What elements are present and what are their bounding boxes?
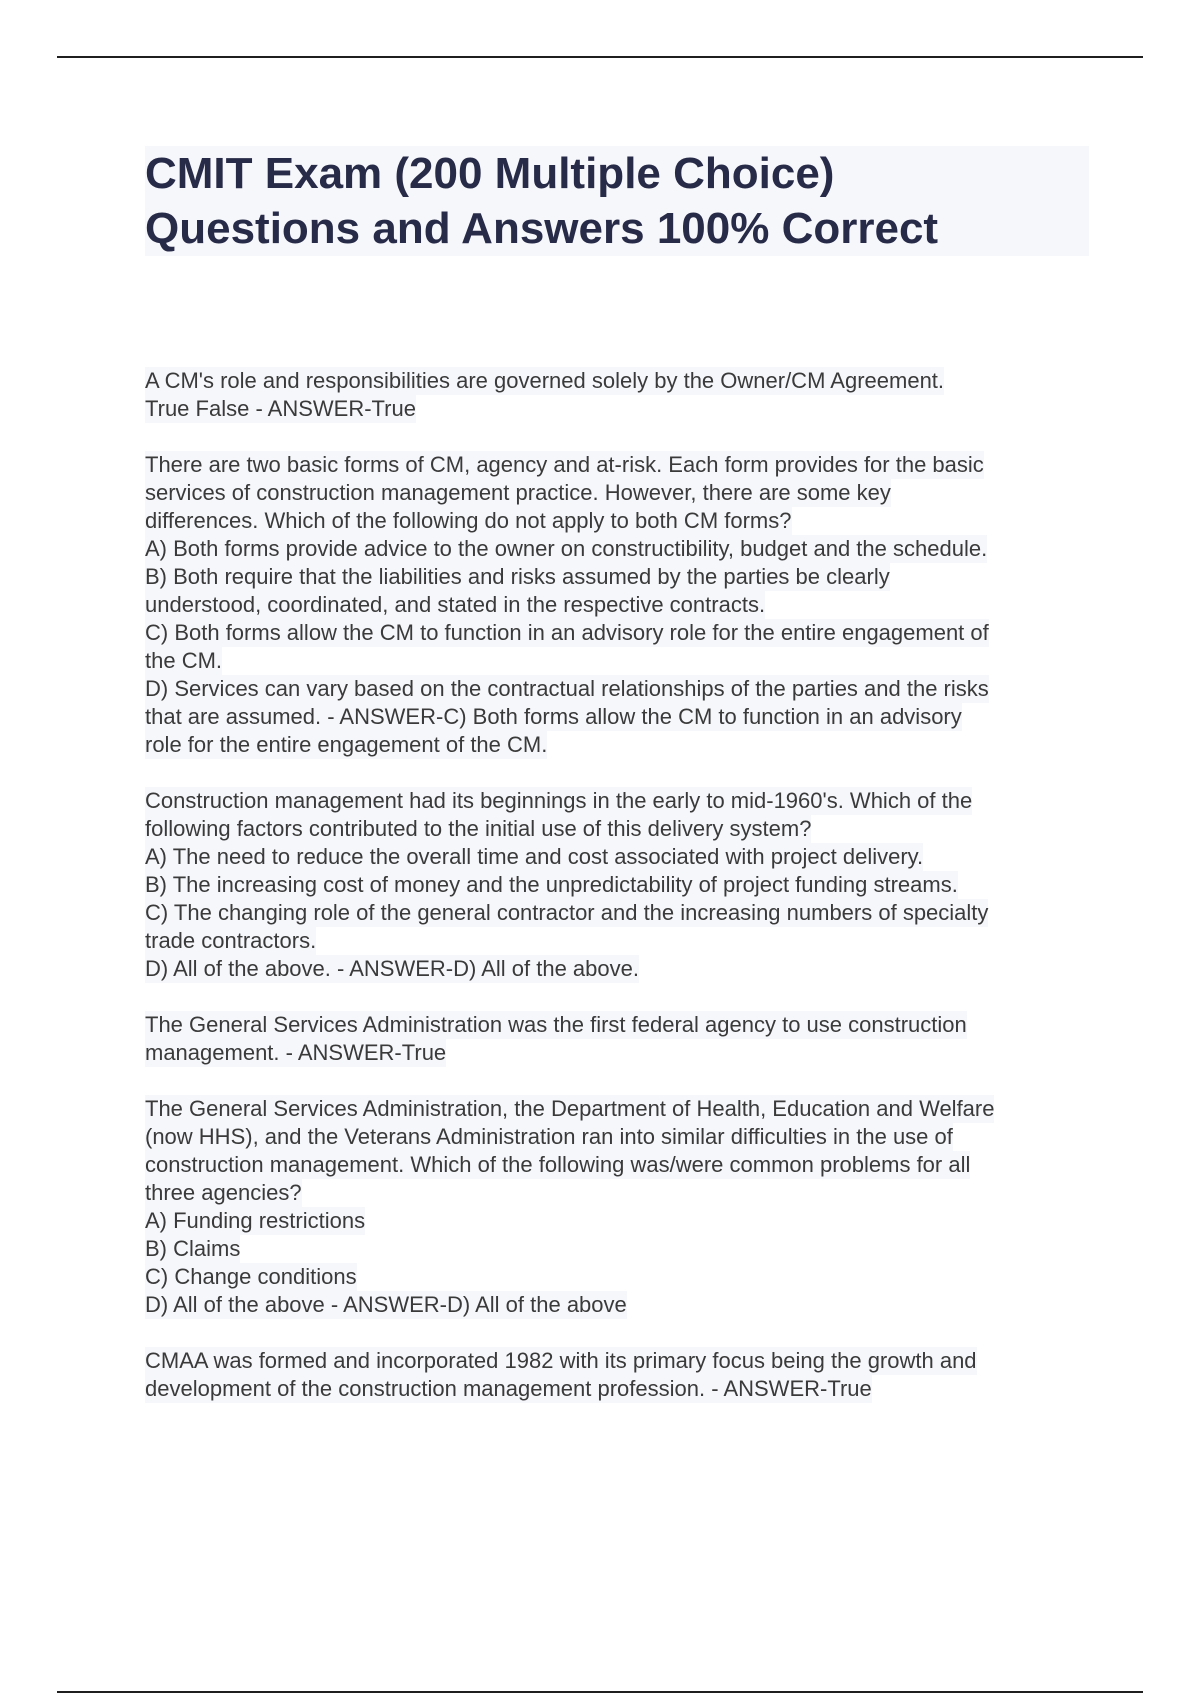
qa-text-line: A) Both forms provide advice to the owner on constructibility, budget and the schedule. [145, 536, 988, 561]
qa-text-line: A CM's role and responsibilities are governed solely by the Owner/CM Agreement. [145, 368, 945, 393]
qa-content [145, 367, 1105, 1431]
title-line-2: Questions and Answers 100% Correct [145, 204, 939, 253]
qa-text-line: (now HHS), and the Veterans Administration ran into similar difficulties in the use of [145, 1124, 953, 1149]
qa-text-line: management. - ANSWER-True [145, 1040, 447, 1065]
bottom-divider [57, 1691, 1143, 1693]
qa-text-line: The General Services Administration was the first federal agency to use construction [145, 1012, 967, 1037]
top-divider [57, 56, 1143, 58]
qa-text-line: construction management. Which of the following was/were common problems for all [145, 1152, 971, 1177]
qa-text-line: D) All of the above - ANSWER-D) All of the above [145, 1292, 627, 1317]
qa-text-line: The General Services Administration, the Department of Health, Education and Welfare [145, 1096, 995, 1121]
qa-text-line: understood, coordinated, and stated in the respective contracts. [145, 592, 766, 617]
qa-text-line: True False - ANSWER-True [145, 396, 416, 421]
qa-block [145, 1011, 1105, 1067]
qa-text-line: C) Both forms allow the CM to function in an advisory role for the entire engagement of [145, 620, 989, 645]
qa-text-line: D) Services can vary based on the contractual relationships of the parties and the risks [145, 676, 989, 701]
qa-text-line: C) The changing role of the general contractor and the increasing numbers of specialty [145, 900, 989, 925]
qa-text-line: role for the entire engagement of the CM. [145, 732, 548, 757]
qa-text-line: B) Claims [145, 1236, 241, 1261]
qa-text-line: CMAA was formed and incorporated 1982 with its primary focus being the growth and [145, 1348, 977, 1373]
qa-text-line: three agencies? [145, 1180, 302, 1205]
qa-block [145, 367, 1105, 423]
qa-text-line: B) Both require that the liabilities and risks assumed by the parties be clearly [145, 564, 890, 589]
document-title [145, 146, 1089, 256]
qa-text-line: the CM. [145, 648, 223, 673]
qa-text-line: services of construction management practice. However, there are some key [145, 480, 891, 505]
qa-text-line: development of the construction management profession. - ANSWER-True [145, 1376, 872, 1401]
qa-text-line: differences. Which of the following do not apply to both CM forms? [145, 508, 792, 533]
qa-text-line: D) All of the above. - ANSWER-D) All of the above. [145, 956, 639, 981]
qa-block [145, 1095, 1105, 1319]
title-line-1: CMIT Exam (200 Multiple Choice) [145, 149, 835, 198]
qa-block [145, 787, 1105, 983]
qa-text-line: trade contractors. [145, 928, 317, 953]
qa-text-line: Construction management had its beginnings in the early to mid-1960's. Which of the [145, 788, 973, 813]
qa-text-line: A) Funding restrictions [145, 1208, 366, 1233]
qa-text-line: A) The need to reduce the overall time and cost associated with project delivery. [145, 844, 924, 869]
qa-text-line: B) The increasing cost of money and the unpredictability of project funding streams. [145, 872, 958, 897]
qa-text-line: that are assumed. - ANSWER-C) Both forms allow the CM to function in an advisory [145, 704, 962, 729]
title-block [145, 146, 1089, 256]
qa-text-line: following factors contributed to the initial use of this delivery system? [145, 816, 812, 841]
qa-block [145, 451, 1105, 759]
qa-block [145, 1347, 1105, 1403]
qa-text-line: C) Change conditions [145, 1264, 357, 1289]
qa-text-line: There are two basic forms of CM, agency and at-risk. Each form provides for the basic [145, 452, 984, 477]
